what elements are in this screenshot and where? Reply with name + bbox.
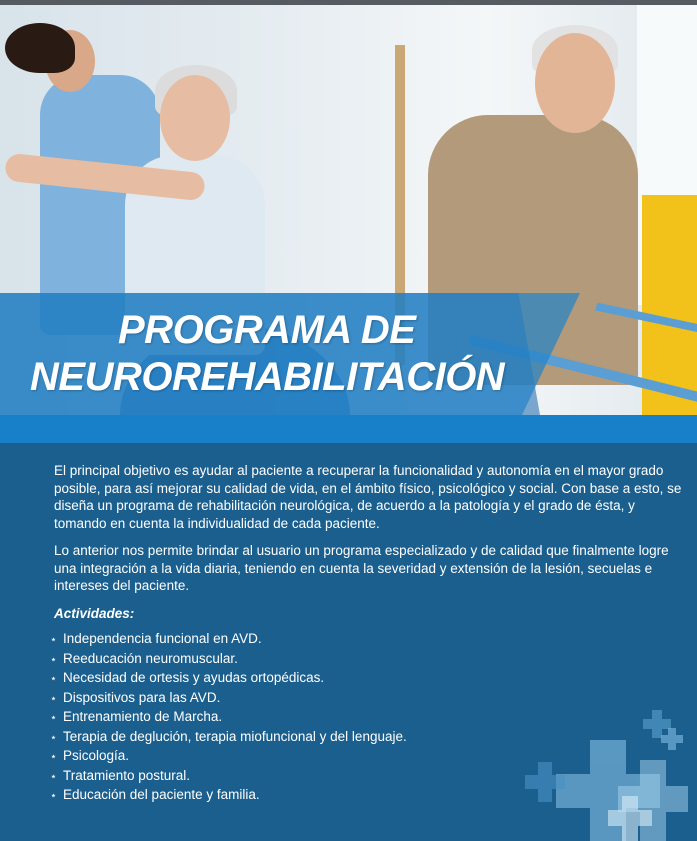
star-bullet-icon: ⋆: [50, 692, 57, 705]
star-bullet-icon: ⋆: [50, 751, 57, 763]
star-bullet-icon: ⋆: [50, 731, 57, 744]
list-item-label: Tratamiento postural.: [63, 767, 191, 783]
patient-man-head: [535, 33, 615, 133]
list-item: [50, 630, 684, 647]
star-bullet-icon: ⋆: [50, 673, 57, 685]
title-line-2: NEUROREHABILITACIÓN: [30, 355, 505, 399]
patient-woman-head: [160, 75, 230, 161]
list-item-label: Dispositivos para las AVD.: [63, 689, 221, 705]
list-item-label: Entrenamiento de Marcha.: [63, 709, 223, 724]
accent-stripe: [0, 415, 697, 443]
decorative-crosses: [520, 700, 697, 841]
title-line-1: PROGRAMA DE: [118, 308, 416, 352]
star-bullet-icon: ⋆: [50, 770, 57, 783]
list-item-label: Necesidad de ortesis y ayudas ortopédicas.: [63, 670, 325, 685]
list-item: [50, 669, 684, 686]
list-item: [50, 650, 684, 667]
list-item-label: Educación del paciente y familia.: [63, 787, 260, 802]
list-item-label: Terapia de deglución, terapia miofuncional y del lenguaje.: [63, 728, 407, 744]
star-bullet-icon: ⋆: [50, 653, 57, 666]
star-bullet-icon: ⋆: [50, 634, 57, 646]
list-item-label: Reeducación neuromuscular.: [63, 650, 238, 666]
therapist-hair: [5, 23, 75, 73]
list-item-label: Independencia funcional en AVD.: [63, 631, 262, 646]
medical-cross-icon: [661, 728, 683, 750]
intro-paragraph: El principal objetivo es ayudar al paciente a recuperar la funcionalidad y autonomía en el mayor grado posible, para así mejorar su calidad de vida, en el ámbito físico, psicológico y social. Con base a esto, se diseña un programa de rehabilitación neurológica, de acuerdo a la patología y el grado de ésta, y tomando en cuenta la individualidad de cada paciente.: [54, 463, 682, 531]
star-bullet-icon: ⋆: [50, 790, 57, 802]
star-bullet-icon: ⋆: [50, 712, 57, 724]
medical-cross-icon: [643, 710, 671, 738]
second-paragraph: Lo anterior nos permite brindar al usuario un programa especializado y de calidad que finalmente logre una integración a la vida diaria, teniendo en cuenta la severidad y extensión de la lesión, secuelas e intereses del paciente.: [54, 543, 669, 593]
page-title: [30, 307, 550, 401]
hero-photo: [0, 5, 697, 415]
activities-heading: Actividades:: [54, 605, 135, 621]
list-item-label: Psicología.: [63, 748, 130, 763]
